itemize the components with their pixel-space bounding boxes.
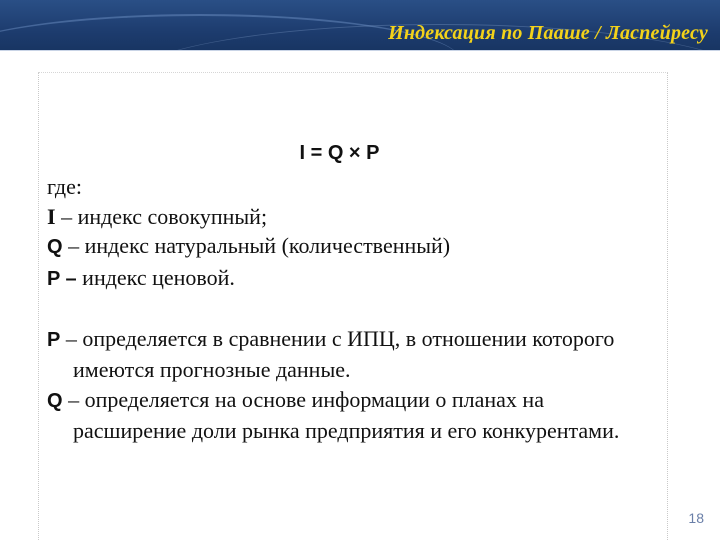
spacer [47,294,662,324]
note-item [47,324,662,385]
header-rule [0,50,720,51]
slide-title: Индексация по Пааше / Ласпейресу [388,22,708,44]
note-item [47,385,662,446]
definition-term: P – [47,267,77,290]
header-underline [0,50,720,58]
page-number: 18 [688,510,704,526]
definition-term: Q [47,236,63,258]
note-term: Q [47,389,63,412]
definition-item [47,263,662,295]
note-term: P [47,328,61,351]
note-text: – определяется в сравнении с ИПЦ, в отношении которого имеются прогнозные данные. [60,325,615,382]
definition-text: индекс ценовой. [76,264,235,290]
definition-text: – индекс натуральный (количественный) [62,233,451,258]
definition-text: – индекс совокупный; [55,203,268,229]
note-text: – определяется на основе информации о планах на расширение доли рынка предприятия и его конкурентами. [62,386,620,443]
formula: I = Q × P [299,142,380,164]
definition-term: I [47,203,56,229]
slide-content [47,138,662,446]
definition-item [47,202,662,232]
where-label: где: [47,174,82,199]
definition-item [47,231,662,263]
